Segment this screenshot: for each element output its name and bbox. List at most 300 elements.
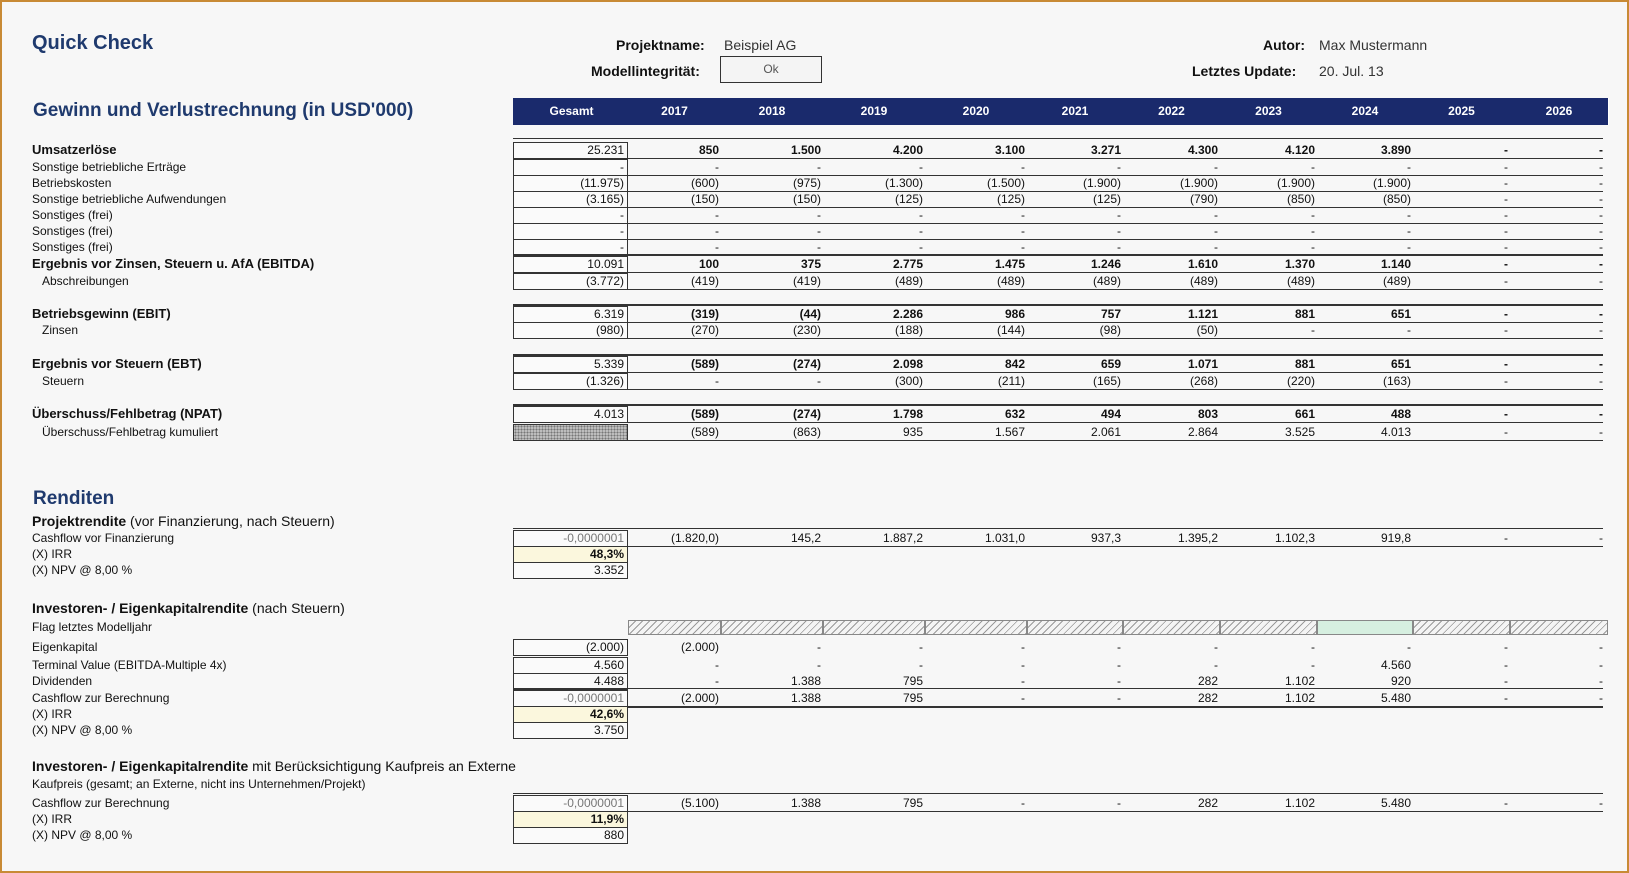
gesamt-cell[interactable]: (2.000) <box>513 639 628 656</box>
column-header-year: 2025 <box>1413 98 1511 125</box>
value-cell[interactable]: - <box>1021 691 1025 705</box>
gesamt-cell[interactable]: 25.231 <box>513 142 628 159</box>
value-cell[interactable]: (1.900) <box>1372 176 1411 190</box>
gesamt-cell[interactable]: 4.560 <box>513 657 628 674</box>
value-cell[interactable]: - <box>715 208 719 222</box>
value-cell[interactable]: (790) <box>1189 192 1218 206</box>
projektname-label: Projektname: <box>616 37 705 53</box>
value-cell[interactable]: 2.098 <box>892 357 923 371</box>
value-cell[interactable]: - <box>1311 640 1315 654</box>
value-cell[interactable]: (150) <box>792 192 821 206</box>
value-cell[interactable]: (1.300) <box>884 176 923 190</box>
value-cell[interactable]: - <box>1311 208 1315 222</box>
value-cell[interactable]: (274) <box>792 407 821 421</box>
value-cell[interactable]: (850) <box>1382 192 1411 206</box>
gesamt-cell[interactable]: - <box>513 207 628 224</box>
value-cell[interactable]: - <box>1599 257 1603 271</box>
value-cell[interactable]: 795 <box>902 796 923 810</box>
value-cell[interactable]: - <box>1504 640 1508 654</box>
gesamt-cell[interactable]: -0,0000001 <box>513 795 628 812</box>
irr-value[interactable]: 48,3% <box>513 546 628 563</box>
value-cell[interactable]: - <box>1117 224 1121 238</box>
value-cell[interactable]: - <box>919 224 923 238</box>
value-cell[interactable]: - <box>1599 796 1603 810</box>
value-cell[interactable]: - <box>1599 160 1603 174</box>
value-cell[interactable]: (589) <box>690 425 719 439</box>
value-cell[interactable]: 937,3 <box>1090 531 1121 545</box>
npv-value[interactable]: 880 <box>513 827 628 844</box>
value-cell[interactable]: 3.525 <box>1284 425 1315 439</box>
value-cell[interactable]: 1.140 <box>1380 257 1411 271</box>
value-cell[interactable]: - <box>1599 224 1603 238</box>
row-label: Abschreibungen <box>42 274 129 288</box>
irr-value[interactable]: 11,9% <box>513 811 628 828</box>
value-cell[interactable]: - <box>1214 640 1218 654</box>
row-separator <box>513 688 1603 689</box>
value-cell[interactable]: - <box>817 208 821 222</box>
value-cell[interactable]: - <box>1504 658 1508 672</box>
value-cell[interactable]: - <box>1021 160 1025 174</box>
value-cell[interactable]: 659 <box>1100 357 1121 371</box>
value-cell[interactable]: 4.300 <box>1187 143 1218 157</box>
value-cell[interactable]: (5.100) <box>680 796 719 810</box>
gesamt-cell[interactable]: (3.165) <box>513 191 628 208</box>
value-cell[interactable]: - <box>817 374 821 388</box>
value-cell[interactable]: - <box>1504 323 1508 337</box>
row-label: Terminal Value (EBITDA-Multiple 4x) <box>32 658 227 672</box>
autor-value[interactable]: Max Mustermann <box>1319 37 1428 53</box>
value-cell[interactable]: - <box>1117 658 1121 672</box>
value-cell[interactable]: 2.775 <box>892 257 923 271</box>
investorenrendite-title-bold: Investoren- / Eigenkapitalrendite <box>32 600 249 616</box>
value-cell[interactable]: 3.100 <box>994 143 1025 157</box>
value-cell[interactable]: 1.567 <box>994 425 1025 439</box>
value-cell[interactable]: - <box>919 160 923 174</box>
row-label: Steuern <box>42 374 85 388</box>
value-cell[interactable]: - <box>1599 531 1603 545</box>
value-cell[interactable]: (850) <box>1286 192 1315 206</box>
value-cell[interactable]: - <box>1407 208 1411 222</box>
value-cell[interactable]: - <box>1599 208 1603 222</box>
value-cell[interactable]: - <box>1599 640 1603 654</box>
value-cell[interactable]: (489) <box>1382 274 1411 288</box>
value-cell[interactable]: 375 <box>800 257 821 271</box>
row-separator <box>513 811 1603 812</box>
row-label: Sonstiges (frei) <box>32 208 113 222</box>
value-cell[interactable]: (125) <box>894 192 923 206</box>
value-cell[interactable]: - <box>1021 640 1025 654</box>
value-cell[interactable]: 935 <box>902 425 923 439</box>
value-cell[interactable]: - <box>1117 160 1121 174</box>
flag-label: Flag letztes Modelljahr <box>32 620 153 634</box>
value-cell[interactable]: 1.500 <box>790 143 821 157</box>
irr-value[interactable]: 42,6% <box>513 706 628 723</box>
value-cell[interactable]: (1.900) <box>1276 176 1315 190</box>
flag-cell <box>628 620 721 635</box>
sheet-title: Quick Check <box>32 32 154 54</box>
column-header-year: 2021 <box>1027 98 1124 125</box>
flag-cell <box>1123 620 1220 635</box>
value-cell[interactable]: 651 <box>1390 357 1411 371</box>
value-cell[interactable]: 1.475 <box>994 257 1025 271</box>
row-separator <box>513 422 1603 423</box>
value-cell[interactable]: - <box>715 240 719 254</box>
value-cell[interactable]: - <box>1504 240 1508 254</box>
gesamt-cell[interactable]: (3.772) <box>513 273 628 290</box>
value-cell[interactable]: (150) <box>690 192 719 206</box>
value-cell[interactable]: (125) <box>1092 192 1121 206</box>
value-cell[interactable]: - <box>1599 374 1603 388</box>
value-cell[interactable]: - <box>817 160 821 174</box>
value-cell[interactable]: 1.102 <box>1284 674 1315 688</box>
flag-cell <box>721 620 823 635</box>
value-cell[interactable]: (98) <box>1099 323 1121 337</box>
column-header-year: 2017 <box>628 98 722 125</box>
value-cell[interactable]: - <box>1117 674 1121 688</box>
investorenrendite-title-rest: (nach Steuern) <box>252 600 345 616</box>
row-label: Sonstiges (frei) <box>32 240 113 254</box>
value-cell[interactable]: 651 <box>1390 307 1411 321</box>
value-cell[interactable]: (2.000) <box>680 691 719 705</box>
value-cell[interactable]: - <box>1214 160 1218 174</box>
value-cell[interactable]: - <box>1407 323 1411 337</box>
value-cell[interactable]: 632 <box>1004 407 1025 421</box>
value-cell[interactable]: 1.102 <box>1284 796 1315 810</box>
value-cell[interactable]: - <box>1504 176 1508 190</box>
value-cell[interactable]: - <box>817 240 821 254</box>
value-cell[interactable]: - <box>1117 796 1121 810</box>
value-cell[interactable]: 881 <box>1294 307 1315 321</box>
row-label: Dividenden <box>32 674 93 688</box>
value-cell[interactable]: 850 <box>698 143 719 157</box>
gesamt-cell[interactable]: -0,0000001 <box>513 690 628 707</box>
row-separator <box>513 389 1603 390</box>
update-label: Letztes Update: <box>1192 63 1297 79</box>
value-cell[interactable]: - <box>1214 658 1218 672</box>
projektrendite-title-bold: Projektrendite <box>32 513 127 529</box>
gesamt-cell[interactable]: -0,0000001 <box>513 530 628 547</box>
value-cell[interactable]: (1.900) <box>1082 176 1121 190</box>
value-cell[interactable]: - <box>1504 224 1508 238</box>
value-cell[interactable]: - <box>1407 640 1411 654</box>
value-cell[interactable]: 1.395,2 <box>1177 531 1218 545</box>
value-cell[interactable]: (589) <box>690 357 719 371</box>
projektname-value[interactable]: Beispiel AG <box>724 37 797 53</box>
value-cell[interactable]: - <box>1504 691 1508 705</box>
flag-cell <box>823 620 925 635</box>
value-cell[interactable]: - <box>1504 307 1508 321</box>
column-header-year: 2023 <box>1220 98 1318 125</box>
projektrendite-title-rest: (vor Finanzierung, nach Steuern) <box>130 513 335 529</box>
value-cell[interactable]: - <box>715 374 719 388</box>
value-cell[interactable]: (489) <box>996 274 1025 288</box>
value-cell[interactable]: (589) <box>690 407 719 421</box>
value-cell[interactable]: - <box>1214 240 1218 254</box>
value-cell[interactable]: - <box>1504 796 1508 810</box>
value-cell[interactable]: 661 <box>1294 407 1315 421</box>
value-cell[interactable]: - <box>1021 240 1025 254</box>
flag-cell <box>1220 620 1317 635</box>
flag-cell <box>1413 620 1510 635</box>
gesamt-cell[interactable]: (1.326) <box>513 373 628 390</box>
modellintegritaet-label: Modellintegrität: <box>591 63 700 79</box>
gesamt-cell[interactable]: 6.319 <box>513 306 628 323</box>
value-cell[interactable]: 4.120 <box>1284 143 1315 157</box>
value-cell[interactable]: - <box>715 674 719 688</box>
gesamt-cell[interactable]: 4.013 <box>513 406 628 423</box>
value-cell[interactable]: 1.610 <box>1187 257 1218 271</box>
npv-value[interactable]: 3.352 <box>513 562 628 579</box>
update-value[interactable]: 20. Jul. 13 <box>1319 63 1384 79</box>
irr-label: (X) IRR <box>32 707 72 721</box>
value-cell[interactable]: (300) <box>894 374 923 388</box>
value-cell[interactable]: - <box>1504 425 1508 439</box>
value-cell[interactable]: 3.890 <box>1380 143 1411 157</box>
row-label: Cashflow zur Berechnung <box>32 796 170 810</box>
value-cell[interactable]: - <box>1599 192 1603 206</box>
npv-label: (X) NPV @ 8,00 % <box>32 723 133 737</box>
value-cell[interactable]: - <box>1311 224 1315 238</box>
value-cell[interactable]: - <box>1214 208 1218 222</box>
value-cell[interactable]: 2.286 <box>892 307 923 321</box>
row-separator <box>513 289 1603 290</box>
value-cell[interactable]: 4.560 <box>1380 658 1411 672</box>
value-cell[interactable]: - <box>1311 160 1315 174</box>
value-cell[interactable]: 1.388 <box>790 674 821 688</box>
value-cell[interactable]: 488 <box>1390 407 1411 421</box>
value-cell[interactable]: (44) <box>799 307 821 321</box>
value-cell[interactable]: 1.370 <box>1284 257 1315 271</box>
value-cell[interactable]: - <box>715 658 719 672</box>
column-header-year: 2020 <box>925 98 1028 125</box>
extern-title-bold: Investoren- / Eigenkapitalrendite <box>32 758 249 774</box>
value-cell[interactable]: 3.271 <box>1090 143 1121 157</box>
value-cell[interactable]: - <box>1504 143 1508 157</box>
row-label: Zinsen <box>42 323 79 337</box>
value-cell[interactable]: 1.031,0 <box>984 531 1025 545</box>
value-cell[interactable]: - <box>1504 160 1508 174</box>
value-cell[interactable]: 282 <box>1197 796 1218 810</box>
gesamt-cell[interactable]: (11.975) <box>513 175 628 192</box>
value-cell[interactable]: 795 <box>902 674 923 688</box>
value-cell[interactable]: (319) <box>690 307 719 321</box>
value-cell[interactable]: 920 <box>1390 674 1411 688</box>
value-cell[interactable]: (419) <box>690 274 719 288</box>
row-label: Betriebsgewinn (EBIT) <box>32 306 171 321</box>
value-cell[interactable]: (144) <box>996 323 1025 337</box>
value-cell[interactable]: - <box>1311 658 1315 672</box>
column-header-gesamt: Gesamt <box>513 98 631 125</box>
value-cell[interactable]: (489) <box>894 274 923 288</box>
value-cell[interactable]: - <box>1117 640 1121 654</box>
value-cell[interactable]: (600) <box>690 176 719 190</box>
npv-label: (X) NPV @ 8,00 % <box>32 563 133 577</box>
value-cell[interactable]: (270) <box>690 323 719 337</box>
value-cell[interactable]: (863) <box>792 425 821 439</box>
value-cell[interactable]: - <box>817 640 821 654</box>
value-cell[interactable]: - <box>715 160 719 174</box>
value-cell[interactable]: 494 <box>1100 407 1121 421</box>
value-cell[interactable]: (188) <box>894 323 923 337</box>
column-header-year: 2019 <box>823 98 926 125</box>
gesamt-cell[interactable]: 4.488 <box>513 673 628 690</box>
value-cell[interactable]: 100 <box>698 257 719 271</box>
value-cell[interactable]: - <box>1117 240 1121 254</box>
value-cell[interactable]: - <box>1599 674 1603 688</box>
value-cell[interactable]: (165) <box>1092 374 1121 388</box>
flag-cell <box>925 620 1027 635</box>
value-cell[interactable]: 4.013 <box>1380 425 1411 439</box>
value-cell[interactable]: - <box>1599 143 1603 157</box>
value-cell[interactable]: - <box>1407 240 1411 254</box>
npv-value[interactable]: 3.750 <box>513 722 628 739</box>
value-cell[interactable]: (1.500) <box>986 176 1025 190</box>
value-cell[interactable]: 2.061 <box>1090 425 1121 439</box>
gesamt-cell[interactable]: 5.339 <box>513 356 628 373</box>
value-cell[interactable]: - <box>1021 658 1025 672</box>
extern-title-rest: mit Berücksichtigung Kaufpreis an Externe <box>252 758 516 774</box>
value-cell[interactable]: (274) <box>792 357 821 371</box>
flag-cell <box>1317 620 1413 635</box>
value-cell[interactable]: 1.246 <box>1090 257 1121 271</box>
value-cell[interactable]: 1.102 <box>1284 691 1315 705</box>
row-label: Überschuss/Fehlbetrag kumuliert <box>42 425 219 439</box>
value-cell[interactable]: - <box>1407 224 1411 238</box>
value-cell[interactable]: - <box>919 640 923 654</box>
value-cell[interactable]: - <box>919 240 923 254</box>
gesamt-cell[interactable]: - <box>513 223 628 240</box>
value-cell[interactable]: - <box>1311 240 1315 254</box>
value-cell[interactable]: - <box>715 224 719 238</box>
value-cell[interactable]: 282 <box>1197 691 1218 705</box>
value-cell[interactable]: (489) <box>1092 274 1121 288</box>
row-separator <box>513 354 1603 356</box>
value-cell[interactable]: - <box>817 658 821 672</box>
value-cell[interactable]: - <box>1504 357 1508 371</box>
value-cell[interactable]: - <box>1504 257 1508 271</box>
value-cell[interactable]: 1.887,2 <box>882 531 923 545</box>
value-cell[interactable]: - <box>1599 357 1603 371</box>
value-cell[interactable]: 1.121 <box>1187 307 1218 321</box>
value-cell[interactable]: (1.900) <box>1179 176 1218 190</box>
value-cell[interactable]: 919,8 <box>1380 531 1411 545</box>
column-header-year: 2024 <box>1317 98 1414 125</box>
value-cell[interactable]: (220) <box>1286 374 1315 388</box>
value-cell[interactable]: - <box>1599 274 1603 288</box>
gesamt-cell[interactable]: - <box>513 239 628 256</box>
value-cell[interactable]: 282 <box>1197 674 1218 688</box>
value-cell[interactable]: - <box>1599 176 1603 190</box>
value-cell[interactable]: - <box>1599 407 1603 421</box>
value-cell[interactable]: 842 <box>1004 357 1025 371</box>
gesamt-cell[interactable]: (980) <box>513 322 628 339</box>
value-cell[interactable]: 803 <box>1197 407 1218 421</box>
value-cell[interactable]: 986 <box>1004 307 1025 321</box>
value-cell[interactable]: - <box>1599 691 1603 705</box>
value-cell[interactable]: 1.798 <box>892 407 923 421</box>
value-cell[interactable]: - <box>1021 796 1025 810</box>
gesamt-cell[interactable]: 10.091 <box>513 256 628 273</box>
value-cell[interactable]: 1.102,3 <box>1274 531 1315 545</box>
value-cell[interactable]: 757 <box>1100 307 1121 321</box>
value-cell[interactable]: - <box>1021 674 1025 688</box>
value-cell[interactable]: (1.820,0) <box>670 531 719 545</box>
value-cell[interactable]: - <box>1504 374 1508 388</box>
value-cell[interactable]: - <box>1407 160 1411 174</box>
value-cell[interactable]: - <box>817 224 821 238</box>
value-cell[interactable]: - <box>1504 674 1508 688</box>
value-cell[interactable]: - <box>1117 208 1121 222</box>
value-cell[interactable]: (125) <box>996 192 1025 206</box>
row-label: Sonstige betriebliche Aufwendungen <box>32 192 227 206</box>
value-cell[interactable]: 795 <box>902 691 923 705</box>
value-cell[interactable]: 4.200 <box>892 143 923 157</box>
value-cell[interactable]: - <box>1504 407 1508 421</box>
value-cell[interactable]: (211) <box>997 374 1025 388</box>
value-cell[interactable]: (268) <box>1189 374 1218 388</box>
row-separator <box>513 546 1603 547</box>
irr-label: (X) IRR <box>32 812 72 826</box>
row-separator <box>513 440 1603 441</box>
value-cell[interactable]: (489) <box>1189 274 1218 288</box>
value-cell[interactable]: (975) <box>792 176 821 190</box>
value-cell[interactable]: (2.000) <box>680 640 719 654</box>
value-cell[interactable]: (419) <box>792 274 821 288</box>
value-cell[interactable]: 2.864 <box>1187 425 1218 439</box>
gesamt-cell[interactable]: - <box>513 159 628 176</box>
value-cell[interactable]: - <box>1021 224 1025 238</box>
value-cell[interactable]: - <box>1504 208 1508 222</box>
value-cell[interactable]: 5.480 <box>1380 796 1411 810</box>
value-cell[interactable]: 1.388 <box>790 691 821 705</box>
row-label: Sonstige betriebliche Erträge <box>32 160 187 174</box>
value-cell[interactable]: - <box>919 658 923 672</box>
value-cell[interactable]: - <box>1599 323 1603 337</box>
value-cell[interactable]: - <box>1117 691 1121 705</box>
value-cell[interactable]: (163) <box>1382 374 1411 388</box>
value-cell[interactable]: - <box>1504 192 1508 206</box>
row-separator <box>513 338 1603 339</box>
value-cell[interactable]: (230) <box>792 323 821 337</box>
value-cell[interactable]: - <box>1599 425 1603 439</box>
row-separator <box>513 304 1603 306</box>
value-cell[interactable]: (489) <box>1286 274 1315 288</box>
gesamt-cell[interactable] <box>513 424 628 441</box>
row-separator <box>513 138 1603 139</box>
value-cell[interactable]: - <box>1311 323 1315 337</box>
row-label: Sonstiges (frei) <box>32 224 113 238</box>
kaufpreis-label: Kaufpreis (gesamt; an Externe, nicht ins Unternehmen/Projekt) <box>32 777 366 791</box>
modellintegritaet-status: Ok <box>720 56 822 83</box>
value-cell[interactable]: - <box>919 208 923 222</box>
value-cell[interactable]: - <box>1504 274 1508 288</box>
value-cell[interactable]: - <box>1214 224 1218 238</box>
value-cell[interactable]: 881 <box>1294 357 1315 371</box>
value-cell[interactable]: - <box>1599 240 1603 254</box>
extern-title <box>32 758 516 774</box>
value-cell[interactable]: - <box>1599 307 1603 321</box>
row-label: Cashflow vor Finanzierung <box>32 531 175 545</box>
value-cell[interactable]: 145,2 <box>790 531 821 545</box>
investorenrendite-title <box>32 600 345 616</box>
value-cell[interactable]: 1.388 <box>790 796 821 810</box>
value-cell[interactable]: - <box>1504 531 1508 545</box>
value-cell[interactable]: - <box>1021 208 1025 222</box>
value-cell[interactable]: 1.071 <box>1187 357 1218 371</box>
value-cell[interactable]: (50) <box>1196 323 1218 337</box>
value-cell[interactable]: 5.480 <box>1380 691 1411 705</box>
value-cell[interactable]: - <box>1599 658 1603 672</box>
